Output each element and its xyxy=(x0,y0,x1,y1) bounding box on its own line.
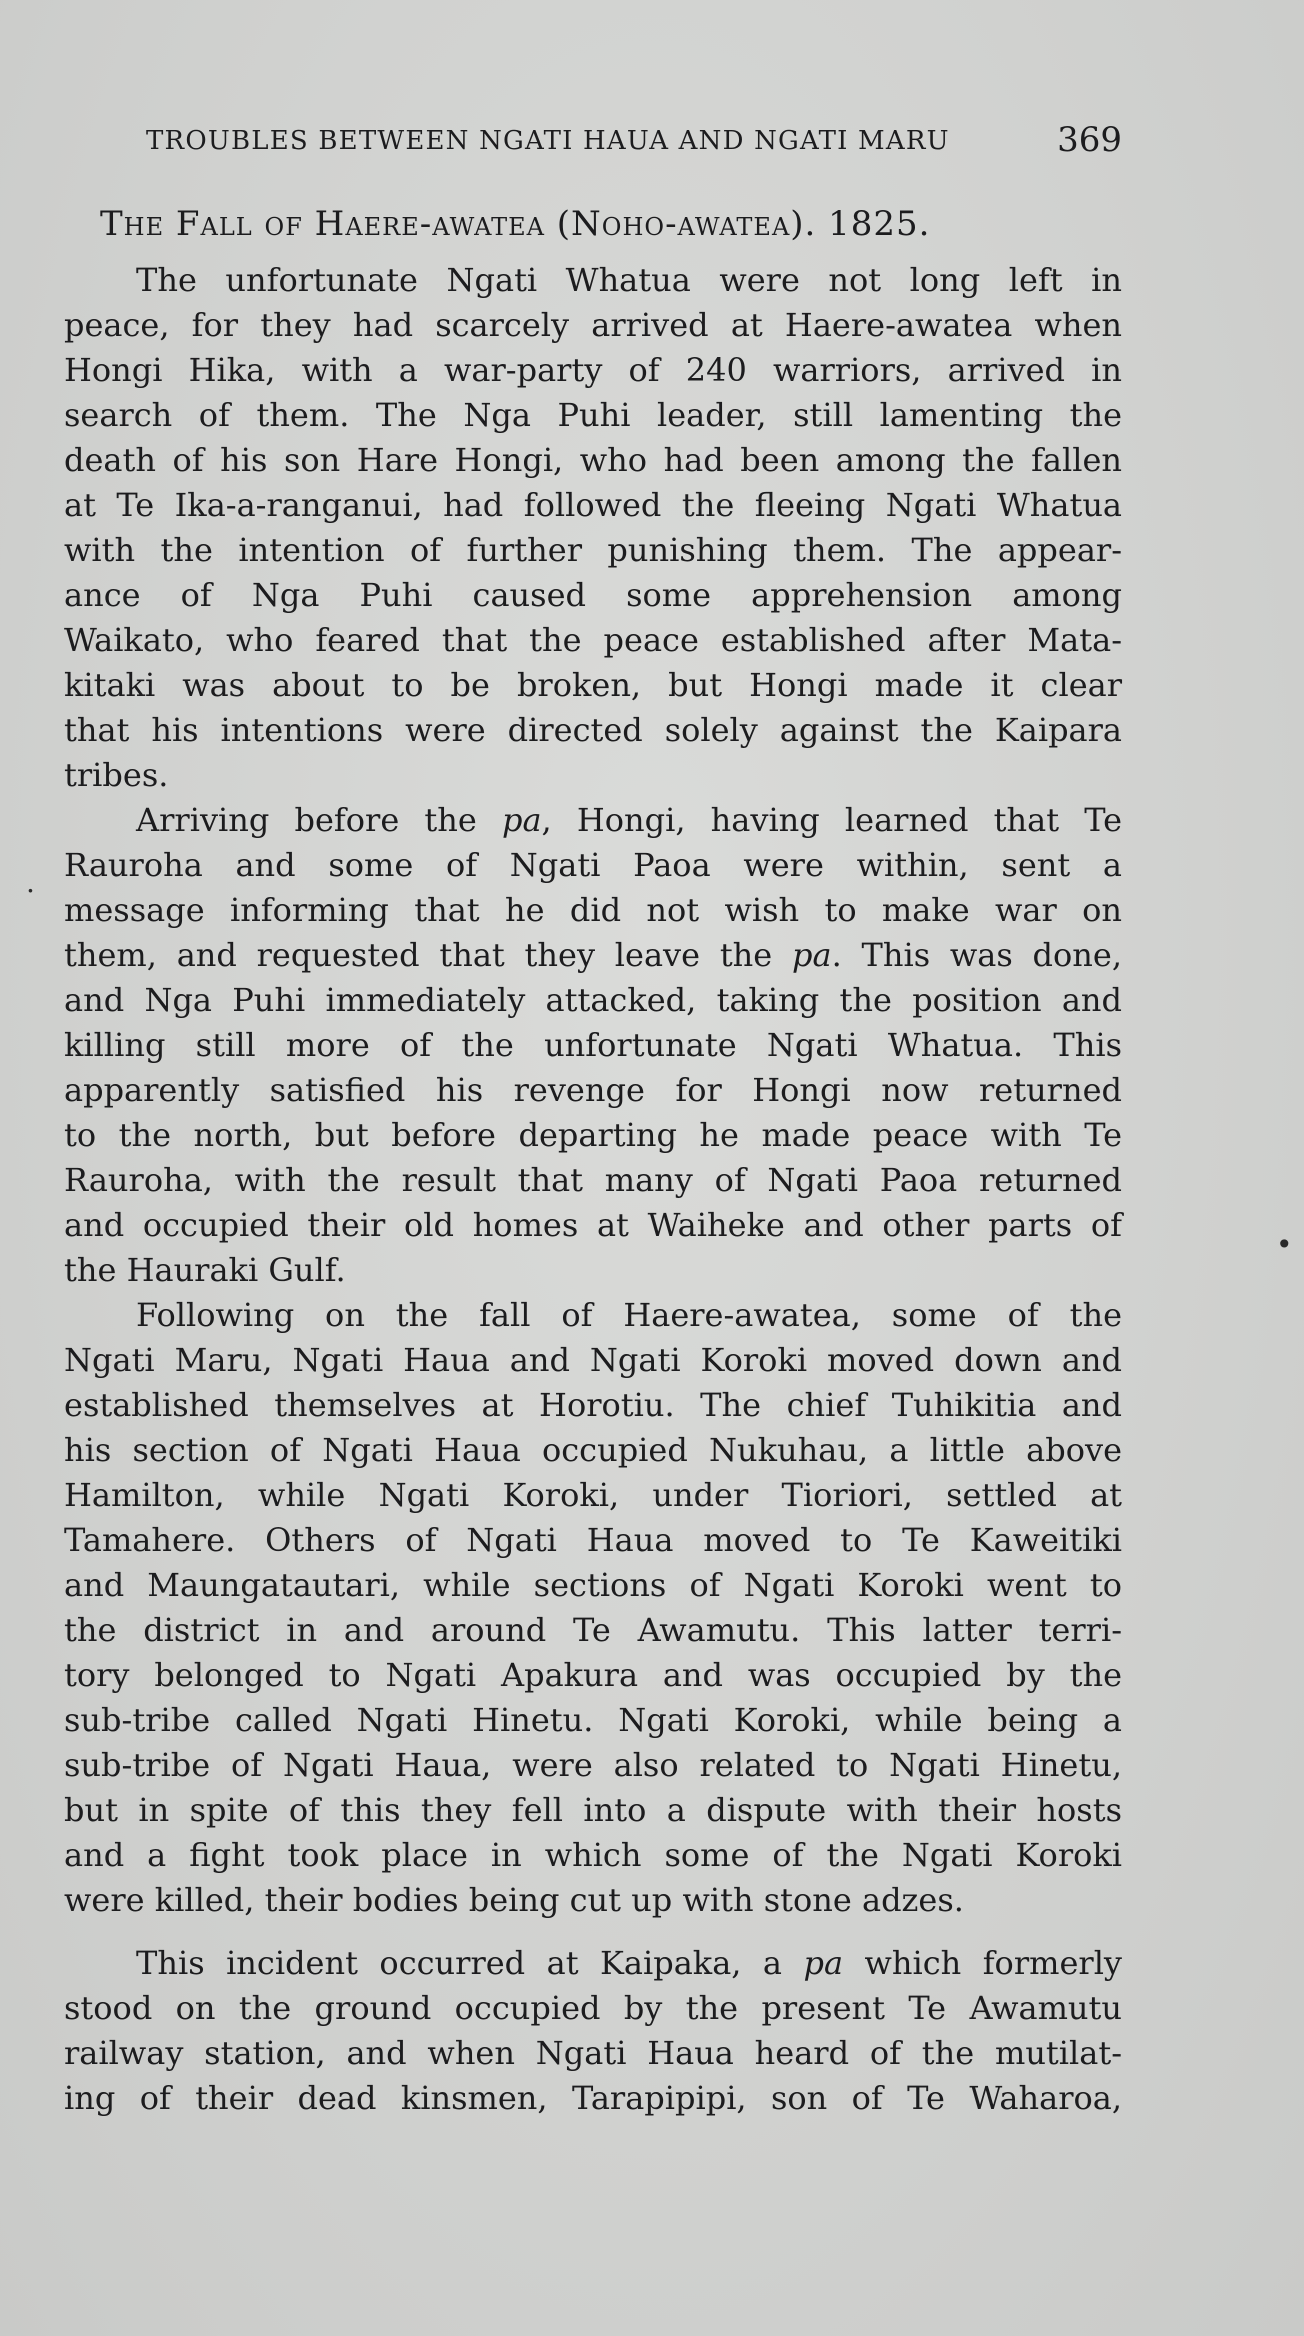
text-line: Rauroha and some of Ngati Paoa were within, sent a xyxy=(64,846,1122,884)
text-line: Hamilton, while Ngati Koroki, under Tioriori, settled at xyxy=(64,1476,1122,1514)
text-line: Hongi Hika, with a war-party of 240 warriors, arrived in xyxy=(64,351,1122,389)
text-line: that his intentions were directed solely against the Kaipara xyxy=(64,711,1122,749)
section-heading-title: The Fall of Haere-awatea (Noho-awatea). xyxy=(100,204,817,244)
text-line: Following on the fall of Haere-awatea, some of the xyxy=(136,1296,1122,1334)
text-line: and Maungatautari, while sections of Ngati Koroki went to xyxy=(64,1566,1122,1604)
text-line: and Nga Puhi immediately attacked, taking the position and xyxy=(64,981,1122,1019)
page-number: 369 xyxy=(1057,120,1122,160)
text-line: stood on the ground occupied by the present Te Awamutu xyxy=(64,1989,1122,2027)
text-line: his section of Ngati Haua occupied Nukuhau, a little above xyxy=(64,1431,1122,1469)
text-line: Arriving before the pa, Hongi, having learned that Te xyxy=(136,801,1123,839)
text-line: ing of their dead kinsmen, Tarapipipi, son of Te Waharoa, xyxy=(64,2079,1122,2117)
text-line: to the north, but before departing he made peace with Te xyxy=(64,1116,1122,1154)
text-line: but in spite of this they fell into a dispute with their hosts xyxy=(64,1791,1122,1829)
text-line: sub-tribe called Ngati Hinetu. Ngati Koroki, while being a xyxy=(64,1701,1122,1739)
text-line: The unfortunate Ngati Whatua were not long left in xyxy=(136,261,1122,299)
text-line: Rauroha, with the result that many of Ngati Paoa returned xyxy=(64,1161,1122,1199)
text-line: the Hauraki Gulf. xyxy=(64,1251,346,1289)
text-line: search of them. The Nga Puhi leader, still lamenting the xyxy=(64,396,1122,434)
text-line: Ngati Maru, Ngati Haua and Ngati Koroki moved down and xyxy=(64,1341,1122,1379)
text-line: at Te Ika-a-ranganui, had followed the fleeing Ngati Whatua xyxy=(64,486,1122,524)
text-line: death of his son Hare Hongi, who had been among the fallen xyxy=(64,441,1122,479)
text-line: Tamahere. Others of Ngati Haua moved to Te Kaweitiki xyxy=(64,1521,1122,1559)
text-line: killing still more of the unfortunate Ngati Whatua. This xyxy=(64,1026,1122,1064)
running-head-title: TROUBLES BETWEEN NGATI HAUA AND NGATI MARU xyxy=(146,126,950,156)
text-line: and a fight took place in which some of the Ngati Koroki xyxy=(64,1836,1122,1874)
text-line: Waikato, who feared that the peace established after Mata- xyxy=(64,621,1122,659)
text-line: kitaki was about to be broken, but Hongi made it clear xyxy=(64,666,1122,704)
margin-dot: • xyxy=(1276,1228,1293,1261)
text-line: tribes. xyxy=(64,756,169,794)
text-line: them, and requested that they leave the pa. This was done, xyxy=(64,936,1123,974)
text-line: apparently satisfied his revenge for Hongi now returned xyxy=(64,1071,1122,1109)
text-line: were killed, their bodies being cut up with stone adzes. xyxy=(64,1881,964,1919)
text-line: message informing that he did not wish to make war on xyxy=(64,891,1122,929)
text-line: railway station, and when Ngati Haua heard of the mutilat- xyxy=(64,2034,1122,2072)
text-line: and occupied their old homes at Waiheke and other parts of xyxy=(64,1206,1122,1244)
paragraph-gap xyxy=(64,1923,1122,1941)
text-line: with the intention of further punishing them. The appear- xyxy=(64,531,1122,569)
text-line: sub-tribe of Ngati Haua, were also related to Ngati Hinetu, xyxy=(64,1746,1122,1784)
text-line: the district in and around Te Awamutu. This latter terri- xyxy=(64,1611,1122,1649)
text-line: peace, for they had scarcely arrived at Haere-awatea when xyxy=(64,306,1122,344)
body-text xyxy=(64,258,1122,2121)
section-heading xyxy=(100,204,931,244)
section-heading-year: 1825. xyxy=(828,204,931,244)
running-head xyxy=(146,120,1122,164)
text-line: tory belonged to Ngati Apakura and was occupied by the xyxy=(64,1656,1122,1694)
margin-dot: . xyxy=(26,866,35,899)
text-line: This incident occurred at Kaipaka, a pa which formerly xyxy=(136,1944,1123,1982)
text-line: ance of Nga Puhi caused some apprehension among xyxy=(64,576,1122,614)
text-line: established themselves at Horotiu. The chief Tuhikitia and xyxy=(64,1386,1122,1424)
